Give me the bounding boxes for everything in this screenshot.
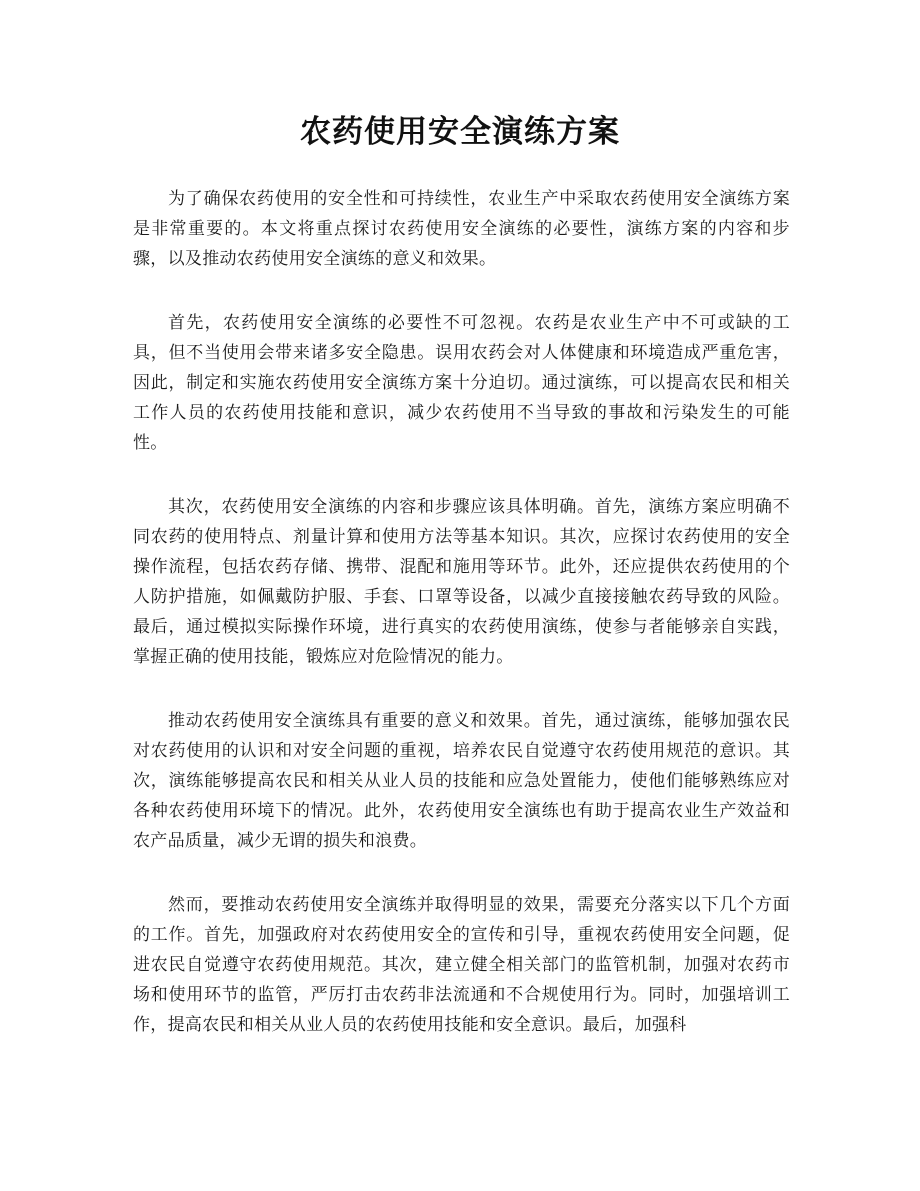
paragraph-intro: 为了确保农药使用的安全性和可持续性，农业生产中采取农药使用安全演练方案是非常重要的。本文将重点探讨农药使用安全演练的必要性，演练方案的内容和步骤，以及推动农药使用安全演练的意义和效果。 [133,189,790,269]
document-title: 农药使用安全演练方案 [300,114,620,150]
paragraph-significance: 推动农药使用安全演练具有重要的意义和效果。首先，通过演练，能够加强农民对农药使用的认识和对安全问题的重视，培养农民自觉遵守农药使用规范的意识。其次，演练能够提高农民和相关从业人员的技能和应急处置能力，使他们能够熟练应对各种农药使用环境下的情况。此外，农药使用安全演练也有助于提高农业生产效益和农产品质量，减少无谓的损失和浪费。 [133,711,790,851]
paragraph-implementation: 然而，要推动农药使用安全演练并取得明显的效果，需要充分落实以下几个方面的工作。首先，加强政府对农药使用安全的宣传和引导，重视农药使用安全问题，促进农民自觉遵守农药使用规范。其次，建立健全相关部门的监管机制，加强对农药市场和使用环节的监管，严厉打击农药非法流通和不合规使用行为。同时，加强培训工作，提高农民和相关从业人员的农药使用技能和安全意识。最后，加强科 [133,895,790,1035]
paragraph-content-steps: 其次，农药使用安全演练的内容和步骤应该具体明确。首先，演练方案应明确不同农药的使用特点、剂量计算和使用方法等基本知识。其次，应探讨农药使用的安全操作流程，包括农药存储、携带、混配和施用等环节。此外，还应提供农药使用的个人防护措施，如佩戴防护服、手套、口罩等设备，以减少直接接触农药导致的风险。最后，通过模拟实际操作环境，进行真实的农药使用演练，使参与者能够亲自实践，掌握正确的使用技能，锻炼应对危险情况的能力。 [133,497,790,667]
paragraph-necessity: 首先，农药使用安全演练的必要性不可忽视。农药是农业生产中不可或缺的工具，但不当使用会带来诸多安全隐患。误用农药会对人体健康和环境造成严重危害，因此，制定和实施农药使用安全演练方案十分迫切。通过演练，可以提高农民和相关工作人员的农药使用技能和意识，减少农药使用不当导致的事故和污染发生的可能性。 [133,313,790,453]
document-body [133,184,790,1074]
